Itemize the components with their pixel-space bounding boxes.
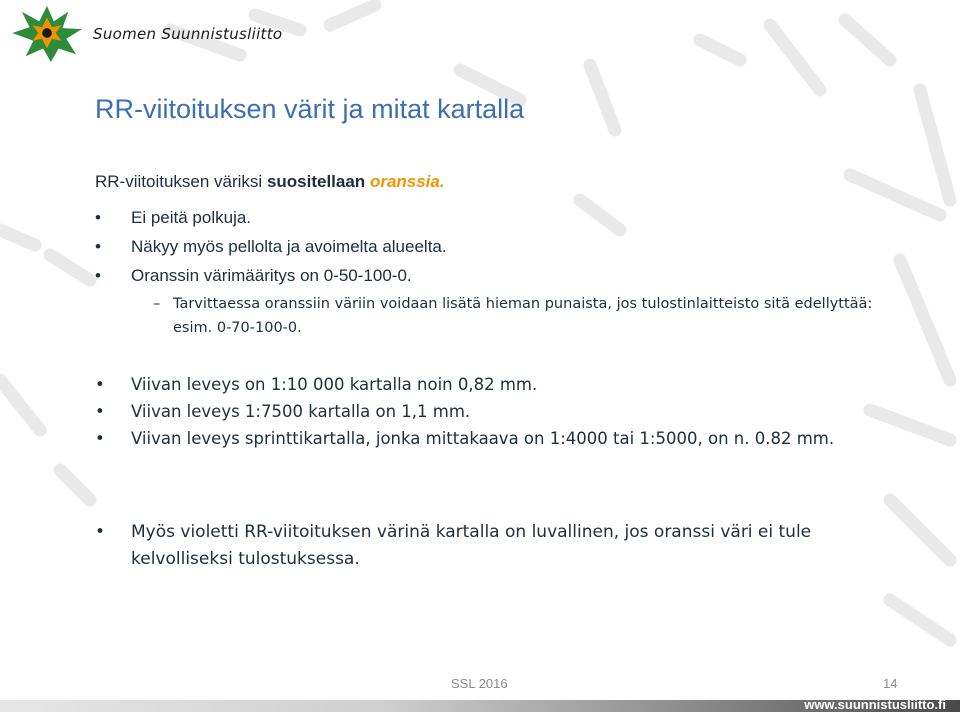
bullet-icon: • — [95, 522, 106, 542]
bullet-text: Näkyy myös pellolta ja avoimelta alueelta. — [131, 237, 447, 256]
list-item — [95, 399, 915, 425]
color-bullet-list — [95, 203, 447, 290]
bullet-text: Viivan leveys on 1:10 000 kartalla noin 0,82 mm. — [131, 375, 538, 394]
list-item — [95, 203, 447, 232]
bullet-icon: • — [95, 237, 101, 256]
bullet-text: Ei peitä polkuja. — [131, 208, 252, 227]
width-bullet-list — [95, 372, 915, 453]
intro-accent: oranssia. — [369, 172, 445, 191]
bullet-icon: • — [95, 402, 105, 421]
bullet-icon: • — [95, 208, 101, 227]
slide-title: RR-viitoituksen värit ja mitat kartalla — [95, 94, 525, 124]
intro-strong: suositellaan — [266, 172, 366, 191]
dash-icon: – — [153, 296, 161, 312]
org-logo-icon — [8, 4, 86, 62]
intro-line — [95, 172, 445, 192]
bullet-text: Viivan leveys 1:7500 kartalla on 1,1 mm. — [131, 402, 471, 421]
list-item — [95, 426, 915, 452]
list-item — [95, 261, 447, 290]
page-number: 14 — [883, 676, 898, 691]
sub-bullet — [153, 292, 893, 340]
sub-bullet-text: Tarvittaessa oranssiin väriin voidaan lisätä hieman punaista, jos tulostinlaitteisto sitä edellyttää: esim. 0-70-100-0. — [173, 296, 873, 336]
footer-url: www.suunnistusliitto.fi — [804, 697, 946, 712]
org-name: Suomen Suunnistusliitto — [93, 25, 283, 43]
list-item — [95, 232, 447, 261]
bullet-icon: • — [95, 429, 105, 448]
list-item — [95, 372, 915, 398]
bullet-text: Viivan leveys sprinttikartalla, jonka mittakaava on 1:4000 tai 1:5000, on n. 0.82 mm. — [131, 429, 835, 448]
footer-label: SSL 2016 — [451, 676, 508, 691]
bullet-text: Oranssin värimääritys on 0-50-100-0. — [131, 266, 412, 285]
bullet-text: Myös violetti RR-viitoituksen värinä kartalla on luvallinen, jos oranssi väri ei tule kelvolliseksi tulostuksessa. — [131, 522, 812, 569]
bullet-icon: • — [95, 266, 101, 285]
intro-text: RR-viitoituksen väriksi — [95, 172, 267, 191]
violet-bullet-list — [95, 519, 915, 573]
list-item — [95, 519, 915, 573]
bullet-icon: • — [95, 375, 105, 394]
